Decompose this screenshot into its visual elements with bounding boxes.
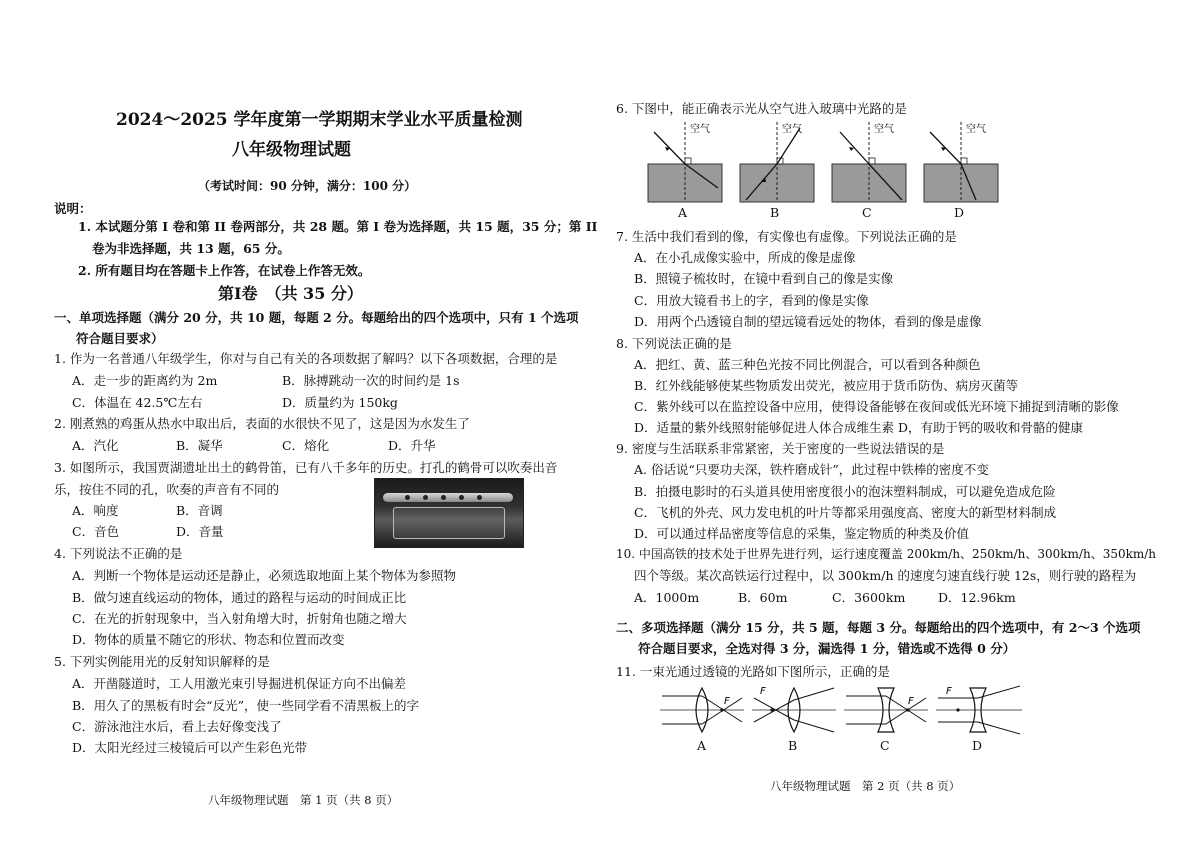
diagram-label: A bbox=[697, 738, 707, 753]
air-label: 空气 bbox=[874, 124, 894, 135]
question-stem: 7. 生活中我们看到的像，有实像也有虚像。下列说法正确的是 bbox=[616, 229, 957, 244]
option: B．脉搏跳动一次的时间约是 1s bbox=[282, 373, 460, 388]
option: C．游泳池注水后，看上去好像变浅了 bbox=[72, 719, 282, 734]
option: C．在光的折射现象中，当入射角增大时，折射角也随之增大 bbox=[72, 611, 407, 626]
option: C．用放大镜看书上的字，看到的像是实像 bbox=[634, 293, 869, 308]
option: D．可以通过样品密度等信息的采集，鉴定物质的种类及价值 bbox=[634, 526, 970, 541]
diagram-label: B bbox=[770, 205, 780, 220]
air-label: 空气 bbox=[782, 124, 802, 135]
option: B．音调 bbox=[176, 503, 223, 518]
question-stem: 6. 下图中，能正确表示光从空气进入玻璃中光路的是 bbox=[616, 101, 907, 116]
question-stem: 10. 中国高铁的技术处于世界先进行列，运行速度覆盖 200km/h、250km/h、300km/h、350km/h bbox=[616, 547, 1157, 561]
part1-heading: 一、单项选择题（满分 20 分，共 10 题，每题 2 分。每题给出的四个选项中，只有 1 个选项 bbox=[54, 310, 579, 325]
air-label: 空气 bbox=[690, 124, 710, 135]
option: A．开凿隧道时，工人用激光束引导掘进机保证方向不出偏差 bbox=[72, 676, 407, 691]
option: C．音色 bbox=[72, 524, 120, 539]
part1-heading: 符合题目要求） bbox=[76, 331, 164, 346]
option: A．汽化 bbox=[72, 438, 119, 453]
option: B．做匀速直线运动的物体，通过的路程与运动的时间成正比 bbox=[72, 590, 407, 605]
option: D．升华 bbox=[388, 438, 436, 453]
question-stem: 3. 如图所示，我国贾湖遗址出土的鹤骨笛，已有八千多年的历史。打孔的鹤骨可以吹奏出音 bbox=[54, 460, 558, 475]
notes-label: 说明： bbox=[54, 201, 92, 216]
option: A．判断一个物体是运动还是静止，必须选取地面上某个物体为参照物 bbox=[72, 568, 457, 583]
note-line: 2. 所有题目均在答题卡上作答，在试卷上作答无效。 bbox=[78, 263, 371, 278]
question-stem: 乐，按住不同的孔，吹奏的声音有不同的 bbox=[54, 482, 280, 497]
option: D．适量的紫外线照射能够促进人体合成维生素 D，有助于钙的吸收和骨骼的健康 bbox=[634, 420, 1084, 435]
option: C．紫外线可以在监控设备中应用，使得设备能够在夜间或低光环境下捕捉到清晰的影像 bbox=[634, 399, 1119, 414]
focus-label: F bbox=[908, 696, 914, 707]
question-stem: 1. 作为一名普通八年级学生，你对与自己有关的各项数据了解吗？以下各项数据，合理的是 bbox=[54, 351, 558, 366]
option: B．红外线能够使某些物质发出荧光，被应用于货币防伪、病房灭菌等 bbox=[634, 378, 1019, 393]
diagram-label: D bbox=[954, 205, 965, 220]
option: B．照镜子梳妆时，在镜中看到自己的像是实像 bbox=[634, 271, 894, 286]
exam-title: 2024～2025 学年度第一学期期末学业水平质量检测 bbox=[116, 110, 523, 130]
option: A．把红、黄、蓝三种色光按不同比例混合，可以看到各种颜色 bbox=[634, 357, 981, 372]
question-stem: 四个等级。某次高铁运行过程中，以 300km/h 的速度匀速直线行驶 12s，则行驶的路程为 bbox=[634, 568, 1137, 583]
question-stem: 8. 下列说法正确的是 bbox=[616, 336, 732, 351]
refraction-diagrams bbox=[640, 118, 1020, 218]
focus-label: F bbox=[760, 686, 766, 697]
refraction-diagram-d bbox=[924, 122, 998, 202]
option: C．熔化 bbox=[282, 438, 330, 453]
focus-label: F bbox=[724, 696, 730, 707]
question-stem: 9. 密度与生活联系非常紧密，关于密度的一些说法错误的是 bbox=[616, 441, 945, 456]
air-label: 空气 bbox=[966, 124, 986, 135]
lens-diagram-a bbox=[660, 688, 744, 732]
part2-heading: 二、多项选择题（满分 15 分，共 5 题，每题 3 分。每题给出的四个选项中，有 2～3 个选项 bbox=[616, 620, 1141, 635]
diagram-label: C bbox=[862, 205, 872, 220]
page-2 bbox=[600, 0, 1200, 847]
option: A. 俗话说“只要功夫深，铁杵磨成针”，此过程中铁棒的密度不变 bbox=[634, 462, 989, 477]
exam-subtitle: 八年级物理试题 bbox=[232, 140, 351, 160]
option: D．用两个凸透镜自制的望远镜看远处的物体，看到的像是虚像 bbox=[634, 314, 982, 329]
lens-diagrams bbox=[656, 680, 1026, 738]
exam-info: （考试时间：90 分钟，满分：100 分） bbox=[198, 179, 417, 193]
bone-flute-photo bbox=[374, 478, 524, 548]
refraction-diagram-b bbox=[740, 122, 814, 202]
option: D．音量 bbox=[176, 524, 224, 539]
option: D．太阳光经过三棱镜后可以产生彩色光带 bbox=[72, 740, 308, 755]
option: D．12.96km bbox=[938, 590, 1016, 605]
option: A．走一步的距离约为 2m bbox=[72, 373, 218, 388]
option: C．飞机的外壳、风力发电机的叶片等都采用强度高、密度大的新型材料制成 bbox=[634, 505, 1057, 520]
diagram-label: C bbox=[880, 738, 890, 753]
question-stem: 11. 一束光通过透镜的光路如下图所示，正确的是 bbox=[616, 664, 890, 679]
question-stem: 4. 下列说法不正确的是 bbox=[54, 546, 183, 561]
option: B．凝华 bbox=[176, 438, 223, 453]
focus-label: F bbox=[946, 686, 952, 697]
option: D．质量约为 150kg bbox=[282, 395, 398, 410]
page-footer: 八年级物理试题 第 2 页（共 8 页） bbox=[770, 779, 961, 793]
question-stem: 2. 刚煮熟的鸡蛋从热水中取出后，表面的水很快不见了，这是因为水发生了 bbox=[54, 416, 470, 431]
option: A．1000m bbox=[634, 590, 700, 605]
page-footer: 八年级物理试题 第 1 页（共 8 页） bbox=[208, 793, 399, 807]
note-line: 卷为非选择题，共 13 题，65 分。 bbox=[92, 241, 290, 256]
diagram-label: A bbox=[678, 205, 688, 220]
option: B．拍摄电影时的石头道具使用密度很小的泡沫塑料制成，可以避免造成危险 bbox=[634, 484, 1056, 499]
option: A．在小孔成像实验中，所成的像是虚像 bbox=[634, 250, 856, 265]
note-line: 1. 本试题分第 I 卷和第 II 卷两部分，共 28 题。第 I 卷为选择题，共 15 题，35 分；第 II bbox=[78, 219, 598, 234]
section-title: 第Ⅰ卷 （共 35 分） bbox=[218, 284, 363, 303]
option: B．用久了的黑板有时会“反光”，使一些同学看不清黑板上的字 bbox=[72, 698, 419, 713]
refraction-diagram-a bbox=[648, 122, 722, 202]
option: B．60m bbox=[738, 590, 788, 605]
option: C．3600km bbox=[832, 590, 906, 605]
refraction-diagram-c bbox=[832, 122, 906, 202]
option: D．物体的质量不随它的形状、物态和位置而改变 bbox=[72, 632, 345, 647]
option: C．体温在 42.5℃左右 bbox=[72, 395, 203, 410]
question-stem: 5. 下列实例能用光的反射知识解释的是 bbox=[54, 654, 270, 669]
diagram-label: D bbox=[972, 738, 983, 753]
option: A．响度 bbox=[72, 503, 119, 518]
diagram-label: B bbox=[788, 738, 798, 753]
part2-heading: 符合题目要求，全选对得 3 分，漏选得 1 分，错选或不选得 0 分） bbox=[638, 641, 1016, 656]
lens-diagram-c bbox=[844, 688, 928, 732]
